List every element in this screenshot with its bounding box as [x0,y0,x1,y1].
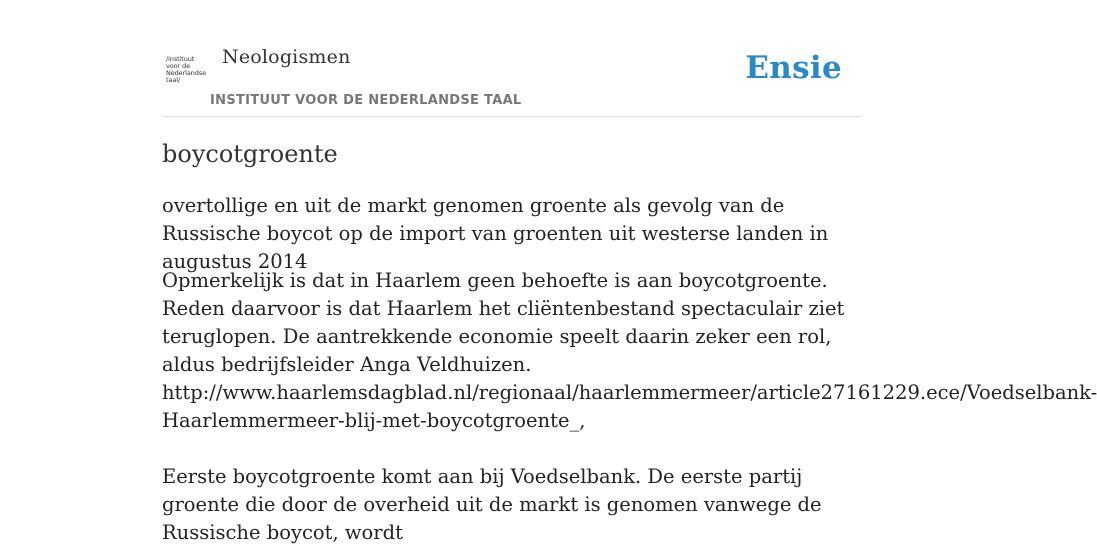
logo-line: /instituut [166,55,195,63]
logo-line: taal/ [166,76,181,84]
citation-block [162,463,882,547]
citation-source-url: http://www.haarlemsdagblad.nl/regionaal/haarlemmermeer/article27161229.ece/Voedselbank- [162,381,1097,404]
site-name-link[interactable]: Neologismen [222,46,351,68]
citation-text: Opmerkelijk is dat in Haarlem geen behoefte is aan boycotgroente. Reden daarvoor is dat Haarlem het cliëntenbestand spectaculair ziet teruglopen. De aantrekkende economie speelt daarin zeker een rol, aldus bedrijfsleider Anga Veldhuizen. [162,269,845,376]
organization-name: INSTITUUT VOOR DE NEDERLANDSE TAAL [210,93,522,108]
entry-definition: overtollige en uit de markt genomen groente als gevolg van de Russische boycot op de import van groenten uit westerse landen in augustus 2014 [162,194,829,273]
site-header [162,0,862,117]
citation-text: Eerste boycotgroente komt aan bij Voedselbank. De eerste partij groente die door de overheid uit de markt is genomen vanwege de Russische boycot, wordt [162,465,822,544]
logo-line: Nederlandse [166,69,206,77]
citation-source-url-continued: Haarlemmermeer-blij-met-boycotgroente_, [162,409,586,432]
logo-line: voor de [166,62,190,70]
citation-block [162,267,1097,435]
entry-title: boycotgroente [162,140,338,168]
ensie-logo[interactable]: Ensie [745,50,842,86]
ivdnt-logo[interactable] [166,56,208,84]
